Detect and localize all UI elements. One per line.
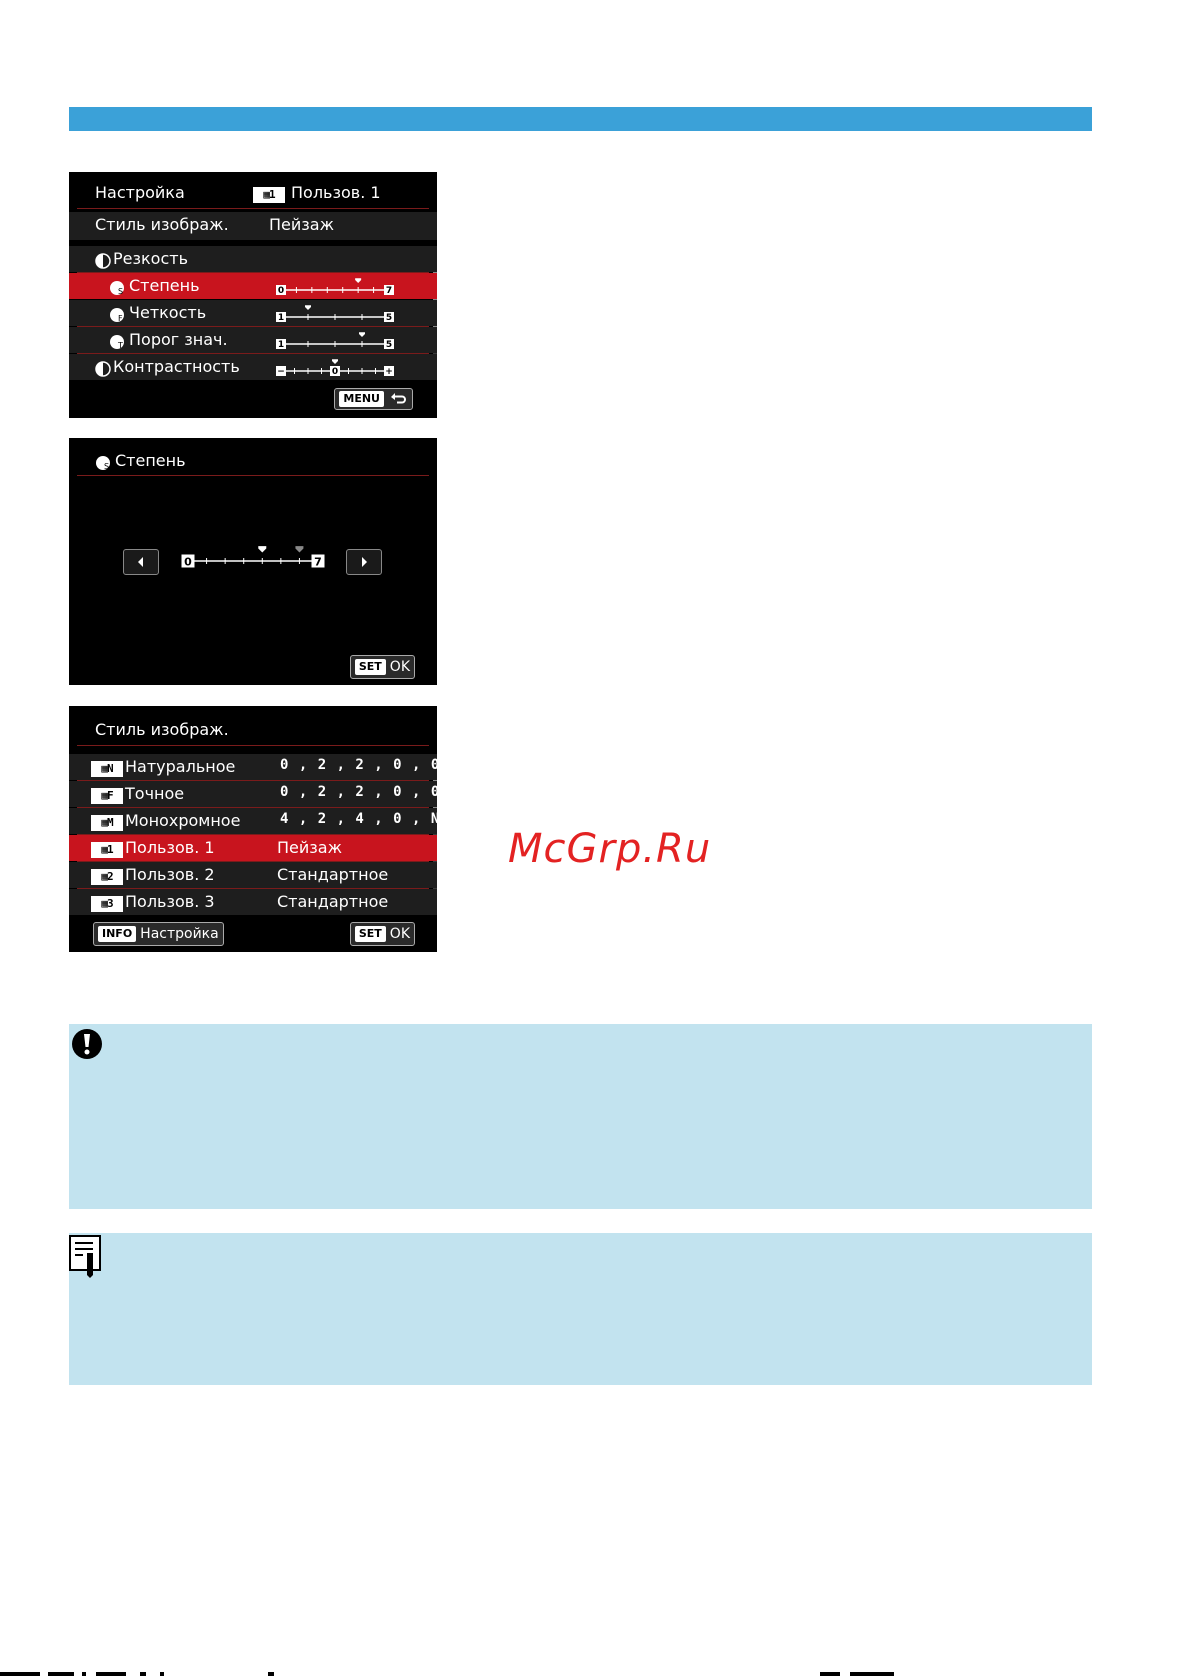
info-text: Настройка — [140, 926, 219, 942]
footer-marks — [0, 1670, 1192, 1679]
style-value: Пейзаж — [277, 838, 342, 857]
picture-style-label: Стиль изображ. — [95, 215, 229, 234]
picture-style-icon: ▦N — [91, 761, 123, 777]
set-ok-button[interactable] — [350, 922, 415, 946]
contrast-scale — [275, 354, 395, 380]
list-item-label: Контрастность — [113, 357, 240, 376]
header-row — [69, 180, 437, 206]
header-value: Пользов. 1 — [291, 183, 381, 202]
scale-min-label: 0 — [184, 555, 192, 569]
picture-style-icon: ▦1 — [91, 842, 123, 858]
svg-text:S: S — [118, 286, 124, 296]
scale-max-label: 7 — [385, 286, 393, 296]
style-value: 0 , 2 , 2 , 0 , 0 , 0 — [280, 757, 479, 773]
scale-max-label: 5 — [385, 313, 393, 323]
style-name: Пользов. 2 — [125, 865, 215, 884]
picture-style-icon: ▦M — [91, 815, 123, 831]
scale-max-label: 5 — [385, 340, 393, 350]
scale-min-label: 1 — [277, 340, 285, 350]
scale-current-marker — [355, 278, 361, 283]
list-item-style[interactable] — [69, 808, 479, 834]
style-name: Монохромное — [125, 811, 241, 830]
scale-min-label: 0 — [277, 286, 285, 296]
list-item-label: Порог знач. — [129, 330, 228, 349]
scale-min-label: − — [277, 367, 285, 377]
fineness-scale — [275, 300, 395, 326]
arrow-left-icon — [136, 556, 146, 568]
caution-box — [69, 1024, 1092, 1209]
menu-label: MENU — [339, 391, 384, 407]
list-item-sharpness[interactable] — [69, 246, 437, 272]
scale-center-label: 0 — [331, 367, 339, 377]
set-label: SET — [355, 926, 386, 942]
style-value: Стандартное — [277, 892, 389, 911]
picture-style-value: Пейзаж — [269, 215, 334, 234]
strength-icon — [95, 455, 113, 471]
info-label: INFO — [98, 926, 136, 942]
list-item-fineness[interactable] — [69, 300, 437, 326]
increase-button[interactable] — [346, 549, 382, 575]
scale-max-label: + — [385, 367, 393, 377]
arrow-right-icon — [359, 556, 369, 568]
list-item-strength[interactable] — [69, 273, 437, 299]
scale-current-marker — [332, 359, 338, 364]
picture-style-icon: ▦2 — [91, 869, 123, 885]
watermark-text: McGrp.Ru — [508, 826, 712, 872]
camera-screen-strength-adjust — [69, 438, 437, 685]
picture-style-user-icon: ▦1 — [253, 187, 285, 203]
strength-icon — [109, 280, 127, 296]
style-name: Пользов. 3 — [125, 892, 215, 911]
strength-adjust-scale[interactable] — [181, 535, 325, 575]
list-item-threshold[interactable] — [69, 327, 437, 353]
set-label: SET — [355, 659, 386, 675]
threshold-scale — [275, 327, 395, 353]
svg-text:S: S — [104, 461, 110, 471]
scale-current-marker — [305, 305, 311, 310]
ok-label: OK — [389, 659, 410, 675]
list-item-style[interactable] — [69, 862, 437, 888]
decrease-button[interactable] — [123, 549, 159, 575]
screen-title: Степень — [115, 451, 186, 470]
note-box — [69, 1233, 1092, 1385]
list-item-style[interactable] — [69, 835, 437, 861]
camera-screen-settings — [69, 172, 437, 418]
strength-scale — [275, 273, 395, 299]
memo-icon — [69, 1235, 103, 1279]
list-item-style[interactable] — [69, 889, 437, 915]
screen-title: Стиль изображ. — [95, 720, 229, 739]
svg-text:F: F — [118, 313, 123, 323]
picture-style-icon: ▦F — [91, 788, 123, 804]
picture-style-row[interactable] — [69, 212, 437, 240]
picture-style-icon: ▦3 — [91, 896, 123, 912]
fineness-icon — [109, 307, 127, 323]
list-item-style[interactable] — [69, 781, 479, 807]
section-header-bar — [69, 107, 1092, 131]
set-ok-button[interactable] — [350, 655, 415, 679]
caution-icon — [69, 1026, 105, 1062]
style-name: Натуральное — [125, 757, 236, 776]
list-item-label: Степень — [129, 276, 200, 295]
svg-text:T: T — [118, 340, 123, 350]
style-value: Стандартное — [277, 865, 389, 884]
scale-min-label: 1 — [277, 313, 285, 323]
scale-max-label: 7 — [314, 555, 322, 569]
camera-screen-picture-style — [69, 706, 479, 952]
list-item-label: Резкость — [113, 249, 188, 268]
list-item-contrast[interactable] — [69, 354, 437, 380]
sharpness-icon — [95, 253, 111, 269]
style-value: 4 , 2 , 4 , 0 , N , N — [280, 811, 479, 827]
scale-current-marker — [359, 332, 365, 337]
header-label: Настройка — [95, 183, 185, 202]
style-name: Точное — [125, 784, 185, 803]
contrast-icon — [95, 361, 111, 377]
list-item-label: Четкость — [129, 303, 207, 322]
style-name: Пользов. 1 — [125, 838, 215, 857]
scale-previous-marker — [295, 546, 303, 552]
threshold-icon — [109, 334, 127, 350]
ok-label: OK — [389, 926, 410, 942]
list-item-style[interactable] — [69, 754, 479, 780]
style-value: 0 , 2 , 2 , 0 , 0 , 0 — [280, 784, 479, 800]
info-settings-button[interactable] — [93, 922, 224, 946]
return-arrow-icon — [388, 392, 408, 406]
scale-current-marker — [258, 546, 266, 552]
menu-back-button[interactable] — [334, 388, 413, 410]
